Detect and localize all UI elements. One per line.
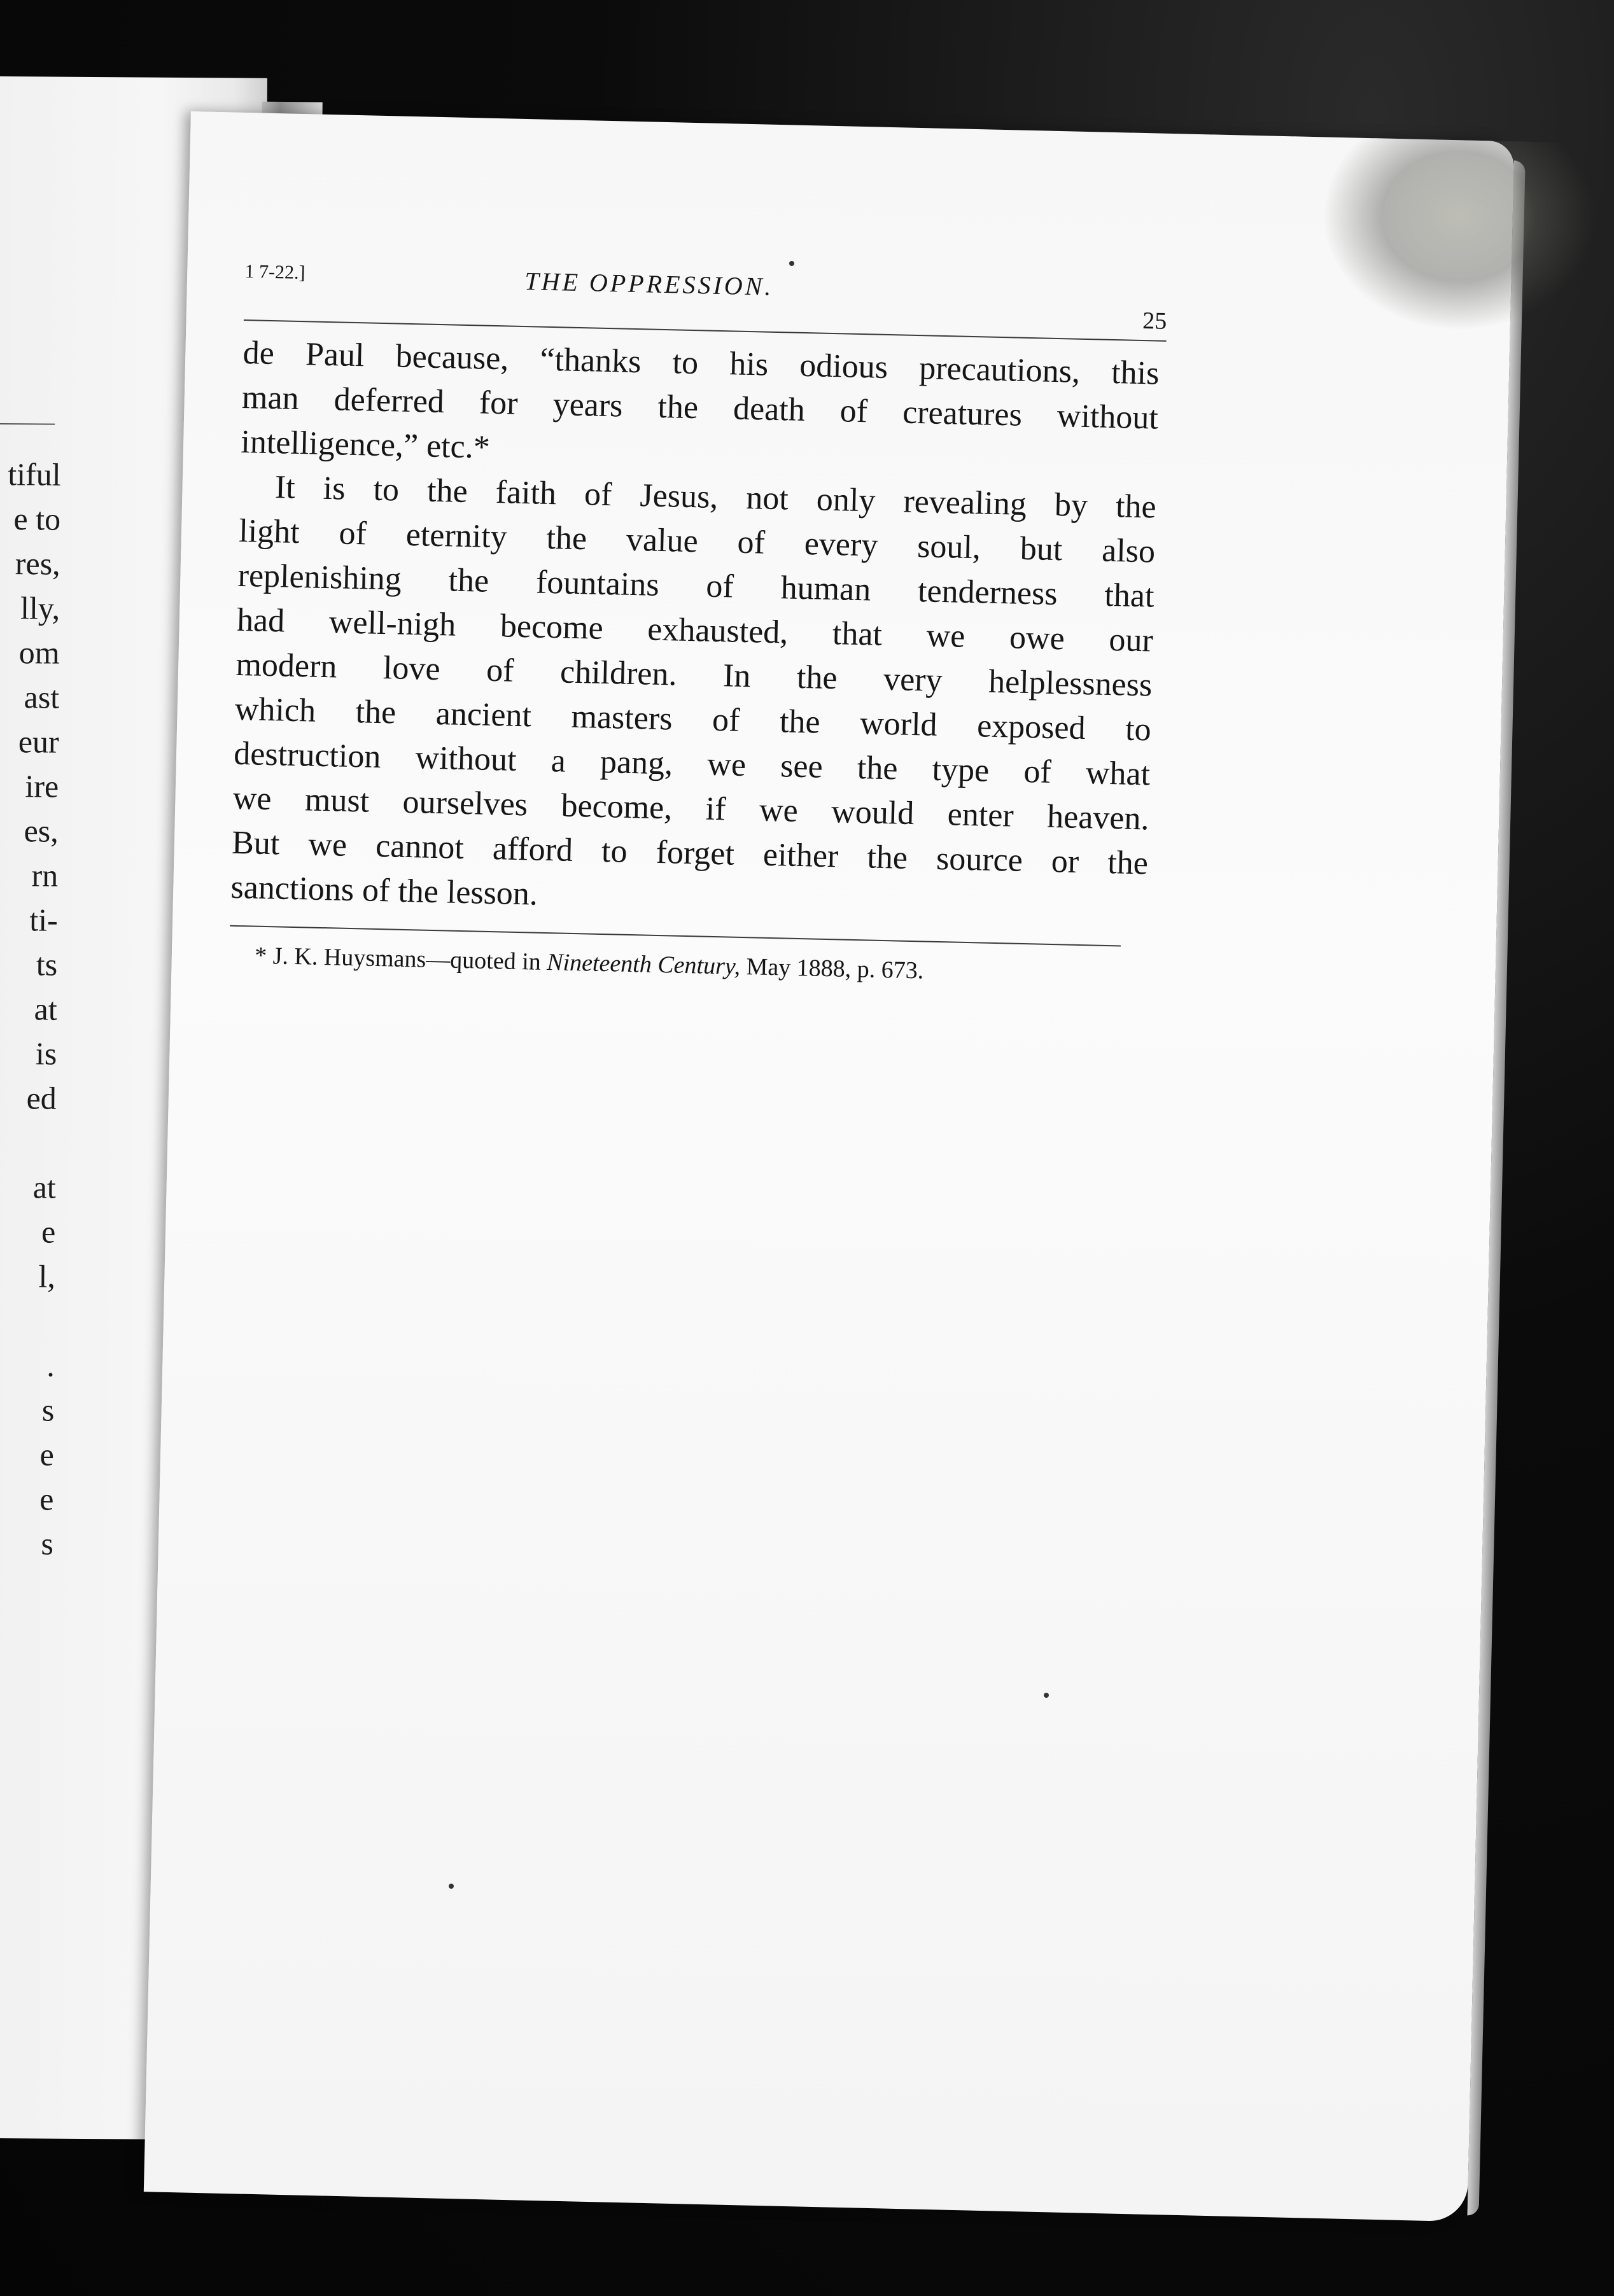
left-fragment: e xyxy=(41,1214,56,1250)
left-fragment: e to xyxy=(13,501,61,537)
left-page-rule xyxy=(0,423,55,425)
running-title: THE OPPRESSION. xyxy=(524,266,774,301)
left-fragment: at xyxy=(32,1169,57,1205)
left-fragment: eur xyxy=(18,724,59,760)
text-line: destruction without a pang, we see the type of what xyxy=(233,735,1151,793)
left-fragment: ts xyxy=(36,946,58,983)
left-fragment: e xyxy=(39,1436,55,1473)
left-fragment: es, xyxy=(24,813,59,849)
text-line: sanctions of the lesson. xyxy=(230,869,538,913)
left-fragment xyxy=(0,1298,55,1343)
body-text xyxy=(230,331,1160,930)
left-page-text-fragments xyxy=(0,452,61,1566)
left-fragment: res, xyxy=(15,545,60,582)
text-line: which the ancient masters of the world exposed to xyxy=(234,690,1152,748)
dust-speck xyxy=(789,261,794,266)
chapter-reference: 1 7-22.] xyxy=(244,261,305,284)
left-fragment: ti- xyxy=(29,902,58,938)
text-line: we must ourselves become, if we would enter heaven. xyxy=(232,780,1150,837)
text-line: had well-nigh become exhausted, that we owe our xyxy=(236,601,1154,659)
dust-speck xyxy=(1044,1693,1049,1698)
page-number: 25 xyxy=(1142,307,1167,335)
page-smudge xyxy=(1319,137,1597,334)
text-line: replenishing the fountains of human tenderness that xyxy=(237,557,1155,615)
text-line: light of eternity the value of every soul, but also xyxy=(238,512,1156,570)
text-line: It is to the faith of Jesus, not only revealing by the xyxy=(274,469,1157,526)
page-content xyxy=(229,261,1167,991)
left-fragment: s xyxy=(41,1392,55,1428)
left-fragment: . xyxy=(46,1347,55,1383)
text-line: man deferred for years the death of creatures without xyxy=(241,379,1159,437)
left-fragment xyxy=(0,1120,57,1165)
paragraph xyxy=(241,331,1160,486)
left-fragment: at xyxy=(34,991,57,1027)
text-line: But we cannot afford to forget either the source or the xyxy=(231,824,1149,882)
text-line: intelligence,” etc.* xyxy=(240,423,491,466)
left-fragment: s xyxy=(41,1525,54,1562)
footnote-prefix: * J. K. Huysmans—quoted in xyxy=(254,942,547,976)
left-fragment: tiful xyxy=(8,456,61,493)
footnote-suffix: May 1888, p. 673. xyxy=(740,953,924,984)
left-fragment: l, xyxy=(38,1258,56,1294)
left-fragment: e xyxy=(39,1481,54,1517)
dust-speck xyxy=(449,1884,454,1889)
left-fragment: is xyxy=(35,1035,57,1072)
left-fragment: ire xyxy=(25,768,59,804)
left-fragment: rn xyxy=(31,857,59,893)
left-fragment: ast xyxy=(24,679,60,715)
left-fragment: om xyxy=(18,634,60,671)
footnote-italic-title: Nineteenth Century, xyxy=(546,949,741,980)
paragraph xyxy=(230,465,1157,930)
text-line: modern love of children. In the very helplessness xyxy=(235,646,1153,704)
left-fragment: ed xyxy=(26,1080,57,1116)
text-line: de Paul because, “thanks to his odious precautions, this xyxy=(242,334,1160,392)
left-fragment: lly, xyxy=(20,590,60,626)
